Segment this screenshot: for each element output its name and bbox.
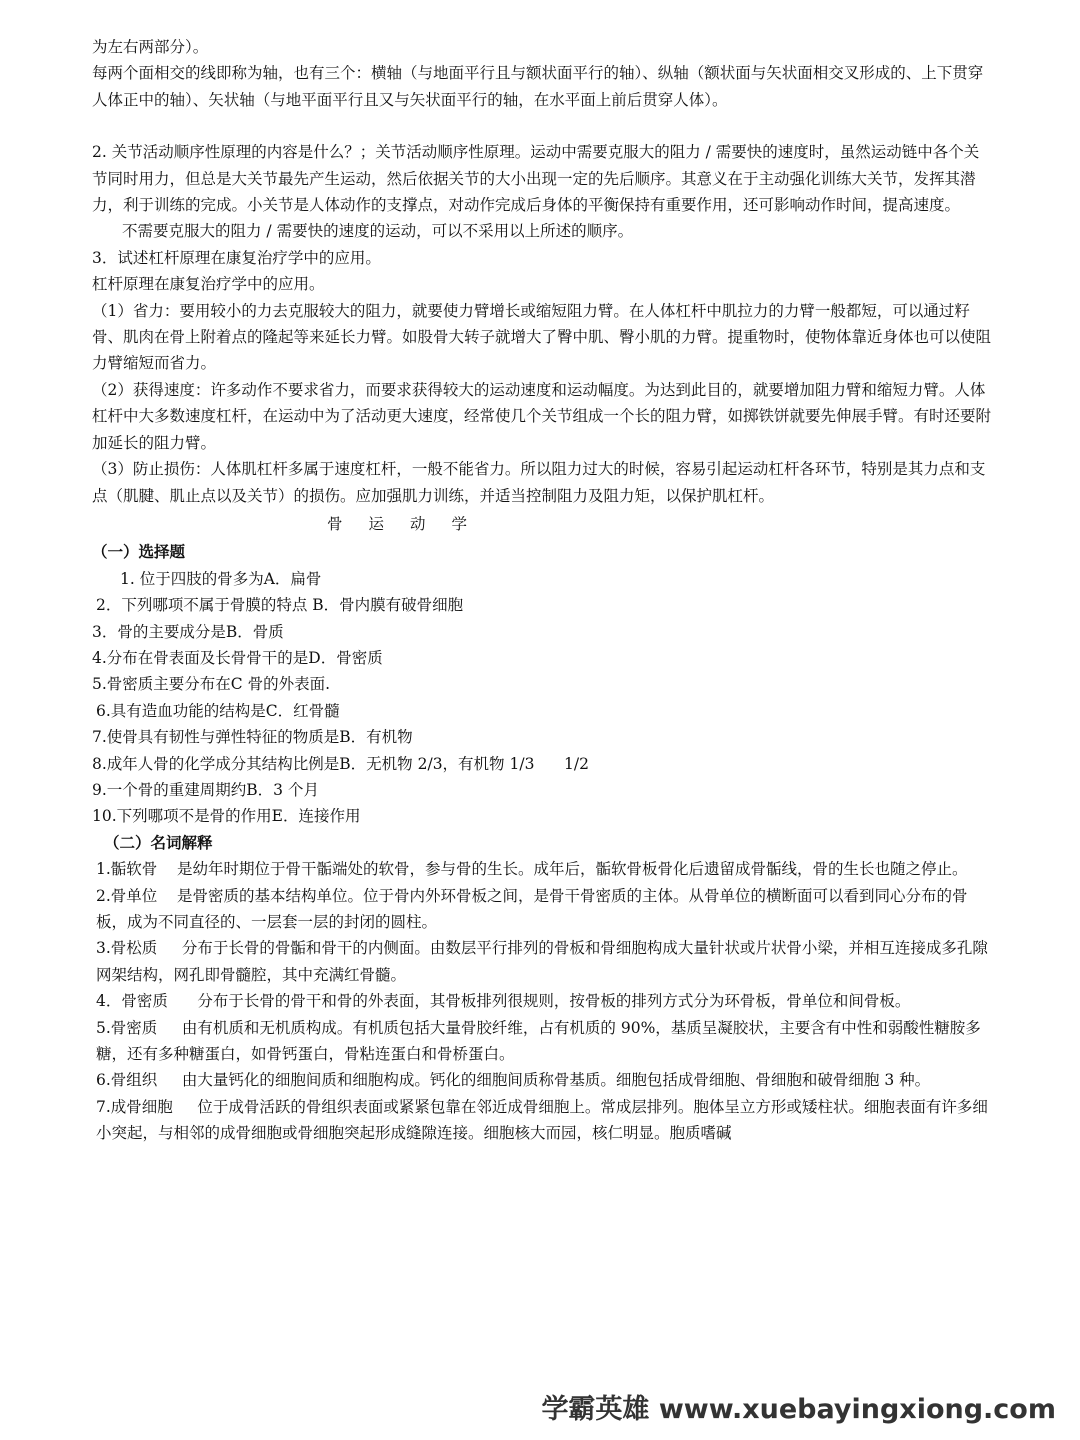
footer-brand: 学霸英雄 (541, 1394, 650, 1425)
term-item: 3.骨松质 分布于长骨的骨骺和骨干的内侧面。由数层平行排列的骨板和骨细胞构成大量针状或片状骨小梁，并相互连接成多孔隙网架结构，网孔即骨髓腔，其中充满红骨髓。 (96, 939, 988, 984)
term-item: 1.骺软骨 是幼年时期位于骨干骺端处的软骨，参与骨的生长。成年后，骺软骨板骨化后遗留成骨骺线，骨的生长也随之停止。 (96, 860, 968, 879)
section-title: 骨运动学 (327, 514, 494, 533)
term-item: 5.骨密质 由有机质和无机质构成。有机质包括大量骨胶纤维，占有机质的 90%，基质呈凝胶状，主要含有中性和弱酸性糖胺多糖，还有多种糖蛋白，如骨钙蛋白，骨粘连蛋白和骨桥蛋白。 (96, 1018, 981, 1064)
term-item: 6.骨组织 由大量钙化的细胞间质和细胞构成。钙化的细胞间质称骨基质。细胞包括成骨细胞、骨细胞和破骨细胞 3 种。 (96, 1071, 931, 1090)
paragraph: 每两个面相交的线即称为轴，也有三个：横轴（与地面平行且与额状面平行的轴）、纵轴（额状面与矢状面相交叉形成的、上下贯穿人体正中的轴）、矢状轴（与地平面平行且又与矢状面平行的轴，在水平面上前后贯穿人体）。 (92, 64, 984, 109)
paragraph: 为左右两部分）。 (92, 38, 209, 56)
term-item: 4．骨密质 分布于长骨的骨干和骨的外表面，其骨板排列很规则，按骨板的排列方式分为环骨板，骨单位和间骨板。 (96, 992, 911, 1011)
choice-item: 4.分布在骨表面及长骨骨干的是D．骨密质 (92, 648, 383, 667)
document-page (92, 34, 992, 1147)
paragraph: （2）获得速度：许多动作不要求省力，而要求获得较大的运动速度和运动幅度。为达到此目的，就要增加阻力臂和缩短力臂。人体杠杆中大多数速度杠杆，在运动中为了活动更大速度，经常使几个关节组成一个长的阻力臂，如掷铁饼就要先伸展手臂。有时还要附加延长的阻力臂。 (92, 380, 992, 452)
choice-item: 3．骨的主要成分是B．骨质 (92, 622, 284, 641)
term-item: 7.成骨细胞 位于成骨活跃的骨组织表面或紧紧包靠在邻近成骨细胞上。常成层排列。胞体呈立方形或矮柱状。细胞表面有许多细小突起，与相邻的成骨细胞或骨细胞突起形成缝隙连接。细胞核大而园，核仁明显。胞质嗜碱 (96, 1097, 988, 1143)
paragraph: 不需要克服大的阻力 / 需要快的速度的运动，可以不采用以上所述的顺序。 (122, 222, 634, 241)
choice-item: 7.使骨具有韧性与弹性特征的物质是B．有机物 (92, 728, 413, 747)
footer-watermark (541, 1387, 1056, 1426)
choice-item: 2．下列哪项不属于骨膜的特点 B．骨内膜有破骨细胞 (96, 596, 464, 615)
choice-item: 1. 位于四肢的骨多为A．扁骨 (120, 569, 322, 588)
choice-item: 6.具有造血功能的结构是C．红骨髓 (96, 701, 340, 720)
choice-item: 9.一个骨的重建周期约B．3 个月 (92, 780, 319, 799)
choice-item: 10.下列哪项不是骨的作用E．连接作用 (92, 807, 361, 826)
term-item: 2.骨单位 是骨密质的基本结构单位。位于骨内外环骨板之间，是骨干骨密质的主体。从骨单位的横断面可以看到同心分布的骨板，成为不同直径的、一层套一层的封闭的圆柱。 (96, 886, 968, 931)
paragraph-q2: 2. 关节活动顺序性原理的内容是什么？；关节活动顺序性原理。运动中需要克服大的阻力 / 需要快的速度时，虽然运动链中各个关节同时用力，但总是大关节最先产生运动，然后依据关节的大小出现一定的先后顺序。其意义在于主动强化训练大关节，发挥其潜力，利于训练的完成。小关节是人体动作的支撑点，对动作完成后身体的平衡保持有重要作用，还可影响动作时间，提高速度。 (92, 143, 980, 215)
part1-heading: （一）选择题 (92, 542, 186, 562)
paragraph: （3）防止损伤：人体肌杠杆多属于速度杠杆，一般不能省力。所以阻力过大的时候，容易引起运动杠杆各环节，特别是其力点和支点（肌腱、肌止点以及关节）的损伤。应加强肌力训练，并适当控制阻力及阻力矩，以保护肌杠杆。 (92, 460, 986, 505)
choice-item: 8.成年人骨的化学成分其结构比例是B．无机物 2/3，有机物 1/3 1/2 (92, 754, 589, 773)
choice-item: 5.骨密质主要分布在C 骨的外表面. (92, 675, 331, 694)
paragraph: （1）省力：要用较小的力去克服较大的阻力，就要使力臂增长或缩短阻力臂。在人体杠杆中肌拉力的力臂一般都短，可以通过籽骨、肌肉在骨上附着点的隆起等来延长力臂。如股骨大转子就增大了臀中肌、臀小肌的力臂。提重物时，使物体靠近身体也可以使阻力臂缩短而省力。 (92, 301, 992, 373)
part2-heading: （二）名词解释 (104, 832, 213, 852)
paragraph: 杠杆原理在康复治疗学中的应用。 (92, 275, 325, 294)
question-3: 3．试述杠杆原理在康复治疗学中的应用。 (92, 248, 381, 267)
footer-url[interactable]: www.xuebayingxiong.com (658, 1394, 1056, 1425)
